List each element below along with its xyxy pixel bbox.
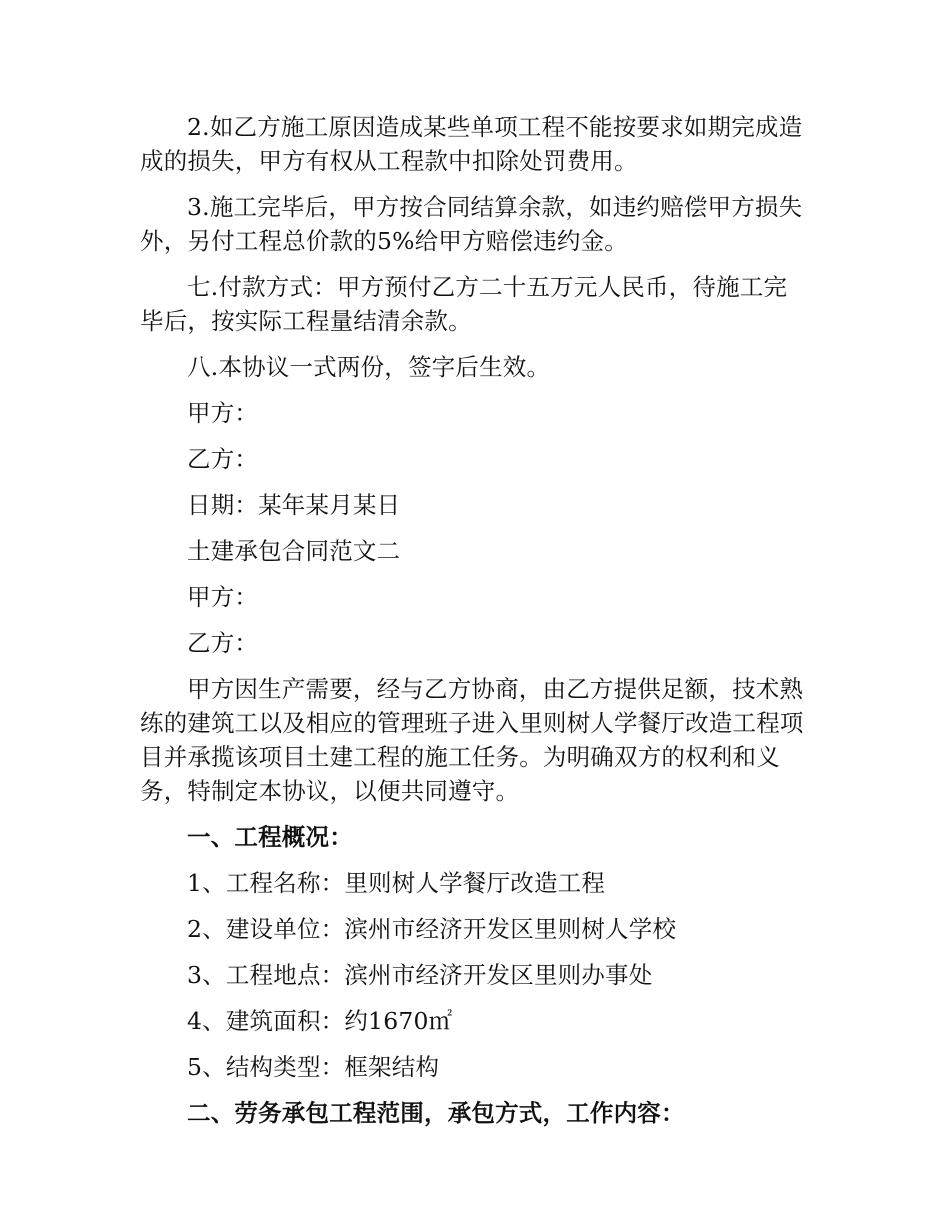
paragraph-payment-method: 七.付款方式：甲方预付乙方二十五万元人民币，待施工完毕后，按实际工程量结清余款。 [140, 273, 788, 335]
heading-contract-scope: 二、劳务承包工程范围，承包方式，工作内容： [187, 1099, 685, 1127]
list-item-building-area: 4、建筑面积：约1670㎡ [187, 1007, 453, 1035]
party-b-label: 乙方： [187, 629, 259, 657]
document-page [140, 110, 810, 1130]
party-a-label: 甲方： [187, 583, 259, 611]
list-item-project-location: 3、工程地点：滨州市经济开发区里则办事处 [187, 961, 653, 989]
heading-project-overview: 一、工程概况： [187, 823, 353, 851]
signature-date: 日期：某年某月某日 [187, 491, 401, 519]
paragraph-preamble: 甲方因生产需要，经与乙方协商，由乙方提供足额，技术熟练的建筑工以及相应的管理班子进入里则树人学餐厅改造工程项目并承揽该项目土建工程的施工任务。为明确双方的权利和义务，特制定本协议，以便共同遵守。 [140, 675, 804, 805]
list-item-project-name: 1、工程名称：里则树人学餐厅改造工程 [187, 869, 606, 897]
party-a-signature: 甲方： [187, 399, 259, 427]
list-item-construction-unit: 2、建设单位：滨州市经济开发区里则树人学校 [187, 915, 677, 943]
paragraph-penalty-delay: 2.如乙方施工原因造成某些单项工程不能按要求如期完成造成的损失，甲方有权从工程款中扣除处罚费用。 [140, 113, 803, 175]
section-title-sample-two: 土建承包合同范文二 [187, 537, 401, 565]
party-b-signature: 乙方： [187, 445, 259, 473]
paragraph-settlement: 3.施工完毕后，甲方按合同结算余款，如违约赔偿甲方损失外，另付工程总价款的5%给甲方赔偿违约金。 [140, 193, 803, 255]
list-item-structure-type: 5、结构类型：框架结构 [187, 1053, 440, 1081]
paragraph-copies: 八.本协议一式两份，签字后生效。 [187, 353, 551, 381]
